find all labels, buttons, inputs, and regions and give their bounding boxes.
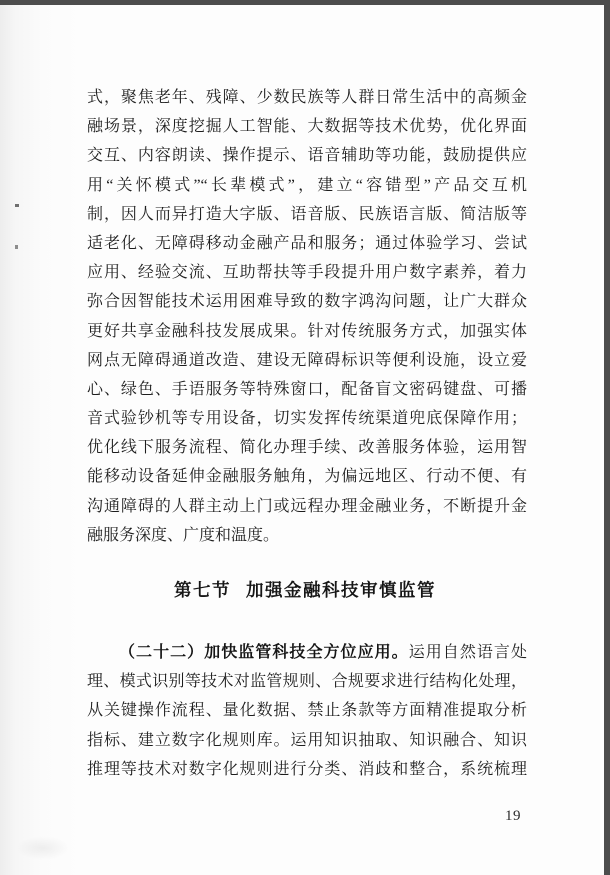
text-line: 沟通障碍的人群主动上门或远程办理金融业务，不断提升金 bbox=[87, 497, 527, 515]
clause-body-start: 运用自然语言处 bbox=[408, 644, 527, 661]
text-line: 网点无障碍通道改造、建设无障碍标识等便利设施，设立爱 bbox=[87, 351, 527, 369]
scan-speck bbox=[15, 245, 18, 249]
text-line: 融服务深度、广度和温度。 bbox=[87, 526, 280, 544]
clause-title-bold: （二十二）加快监管科技全方位应用。 bbox=[119, 644, 409, 661]
text-line: 适老化、无障碍移动金融产品和服务；通过体验学习、尝试 bbox=[87, 234, 527, 252]
scan-speck bbox=[15, 204, 19, 207]
section-heading bbox=[0, 577, 610, 602]
text-line: 理、模式识别等技术对监管规则、合规要求进行结构化处理， bbox=[87, 673, 527, 691]
paragraph-clause-22 bbox=[87, 638, 527, 784]
text-line: 指标、建立数字化规则库。运用知识抽取、知识融合、知识 bbox=[87, 731, 527, 749]
text-line: 能移动设备延伸金融服务触角，为偏远地区、行动不便、有 bbox=[87, 468, 527, 486]
page-number: 19 bbox=[505, 808, 521, 824]
text-line: 推理等技术对数字化规则进行分类、消歧和整合，系统梳理 bbox=[87, 760, 527, 778]
text-line: 优化线下服务流程、简化办理手续、改善服务体验，运用智 bbox=[87, 439, 527, 457]
text-line: 从关键操作流程、量化数据、禁止条款等方面精准提取分析 bbox=[87, 702, 527, 720]
text-line: 音式验钞机等专用设备，切实发挥传统渠道兜底保障作用； bbox=[87, 410, 527, 428]
scan-edge-right bbox=[604, 0, 610, 875]
text-line: 融场景，深度挖掘人工智能、大数据等技术优势，优化界面 bbox=[87, 118, 527, 136]
text-line: 制，因人而异打造大字版、语音版、民族语言版、简洁版等 bbox=[87, 205, 527, 223]
scan-smudge bbox=[16, 836, 70, 860]
text-line: 弥合因智能技术运用困难导致的数字鸿沟问题，让广大群众 bbox=[87, 293, 527, 311]
text-line: 应用、经验交流、互助帮扶等手段提升用户数字素养，着力 bbox=[87, 264, 527, 282]
text-line: 式，聚焦老年、残障、少数民族等人群日常生活中的高频金 bbox=[87, 89, 527, 106]
section-number: 第七节 bbox=[174, 580, 231, 600]
text-line: 心、绿色、手语服务等特殊窗口，配备盲文密码键盘、可播 bbox=[87, 380, 527, 398]
paragraph-continued bbox=[87, 83, 527, 550]
text-line: 更好共享金融科技发展成果。针对传统服务方式，加强实体 bbox=[87, 322, 527, 340]
scan-edge-top bbox=[0, 0, 610, 5]
text-line: 交互、内容朗读、操作提示、语音辅助等功能，鼓励提供应 bbox=[87, 147, 527, 165]
text-line: 用“关怀模式”“长辈模式”，建立“容错型”产品交互机 bbox=[87, 176, 527, 194]
text-line bbox=[87, 638, 527, 667]
section-title: 加强金融科技审慎监管 bbox=[246, 580, 436, 600]
